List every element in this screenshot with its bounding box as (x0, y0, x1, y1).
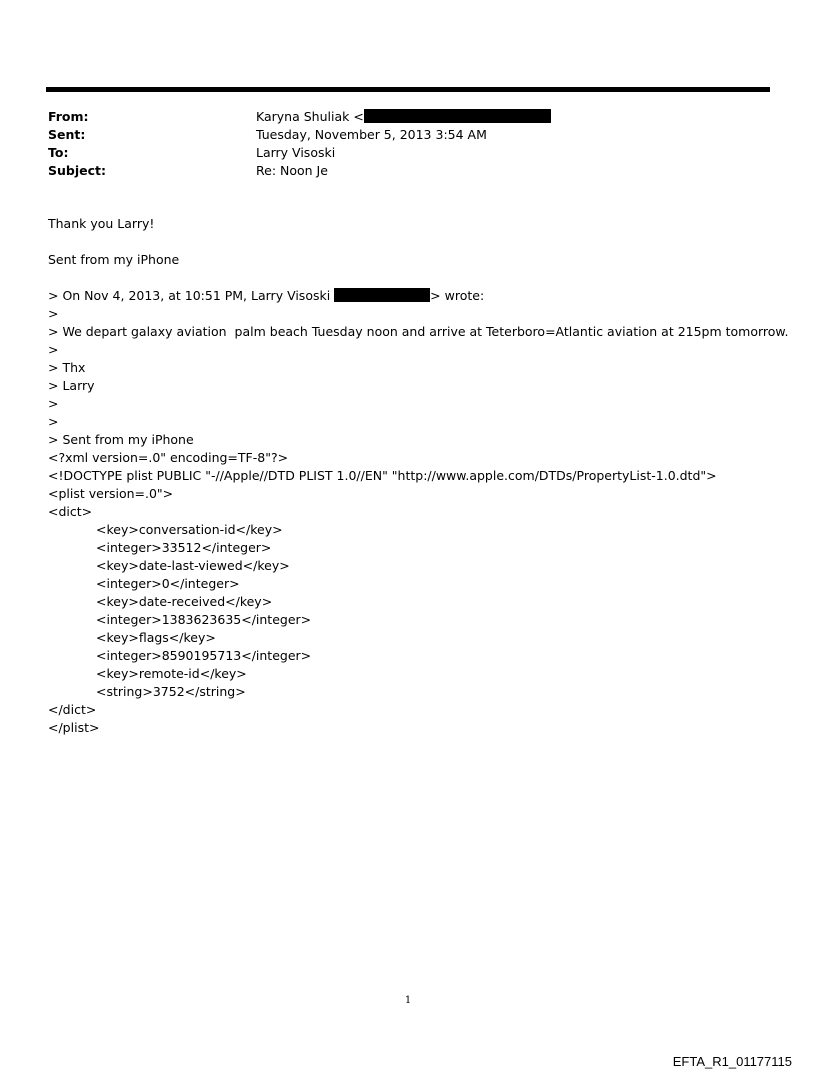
blank-line (48, 233, 788, 251)
xml-line: <plist version=.0"> (48, 486, 174, 501)
quoted-line: > We depart galaxy aviation palm beach Tuesday noon and arrive at Teterboro=Atlantic aviation at 215pm tomorrow. (48, 324, 789, 339)
quoted-line: > Thx (48, 360, 86, 375)
subject-value: Re: Noon Je (256, 163, 328, 178)
bates-number: EFTA_R1_01177115 (672, 1054, 792, 1069)
email-body (48, 215, 788, 737)
quoted-line: > Sent from my iPhone (48, 432, 194, 447)
quoted-line: > (48, 414, 59, 429)
sent-value: Tuesday, November 5, 2013 3:54 AM (256, 127, 487, 142)
quoted-line: > (48, 396, 59, 411)
greeting: Thank you Larry! (48, 216, 155, 231)
page-number: 1 (404, 995, 412, 1006)
dict-line: <key>remote-id</key> (96, 666, 247, 681)
to-label: To: (48, 145, 69, 160)
dict-line: <key>conversation-id</key> (96, 522, 283, 537)
dict-line: <key>flags</key> (96, 630, 216, 645)
signature: Sent from my iPhone (48, 252, 180, 267)
dict-line: <string>3752</string> (96, 684, 246, 699)
dict-line: <integer>0</integer> (96, 576, 240, 591)
from-name: Karyna Shuliak < (256, 109, 364, 124)
quoted-line: > Larry (48, 378, 95, 393)
xml-line: <!DOCTYPE plist PUBLIC "-//Apple//DTD PLIST 1.0//EN" "http://www.apple.com/DTDs/PropertyList-1.0.dtd"> (48, 468, 717, 483)
blank-line (48, 269, 788, 287)
redaction-bar (334, 288, 430, 302)
dict-line: <integer>8590195713</integer> (96, 648, 312, 663)
subject-label: Subject: (48, 163, 106, 178)
dict-line: <integer>33512</integer> (96, 540, 272, 555)
header-rule (46, 87, 770, 92)
from-value (256, 108, 551, 126)
xml-line: <?xml version=.0" encoding=TF-8"?> (48, 450, 289, 465)
closing-line: </plist> (48, 720, 100, 735)
closing-line: </dict> (48, 702, 97, 717)
quote-intro (48, 287, 788, 305)
to-value: Larry Visoski (256, 145, 336, 160)
xml-line: <dict> (48, 504, 93, 519)
from-label: From: (48, 109, 89, 124)
quote-intro-before: > On Nov 4, 2013, at 10:51 PM, Larry Visoski (48, 288, 335, 303)
sent-label: Sent: (48, 127, 86, 142)
dict-line: <key>date-received</key> (96, 594, 273, 609)
quoted-line: > (48, 306, 59, 321)
dict-line: <key>date-last-viewed</key> (96, 558, 290, 573)
redaction-bar (364, 109, 551, 123)
dict-line: <integer>1383623635</integer> (96, 612, 312, 627)
quote-intro-after: > wrote: (430, 288, 485, 303)
quoted-line: > (48, 342, 59, 357)
